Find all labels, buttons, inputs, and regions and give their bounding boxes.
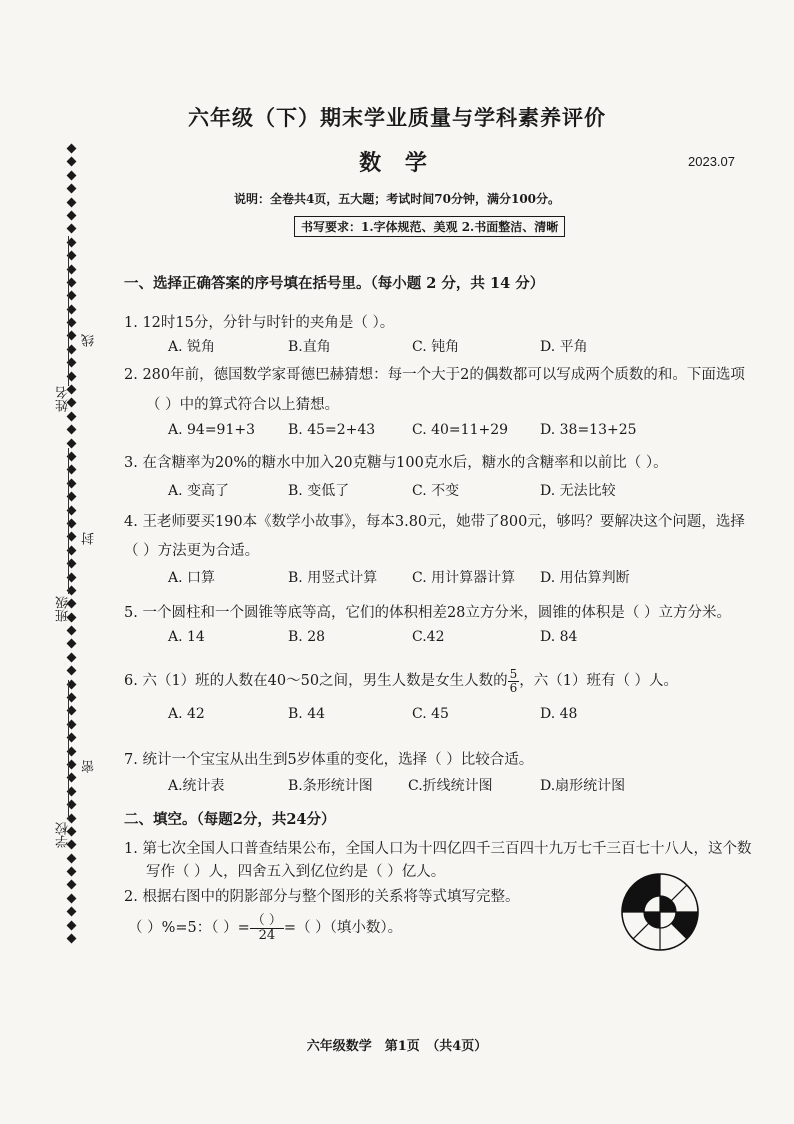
q7-opt-b: B.条形统计图: [288, 778, 373, 794]
q4-line2: （ ）方法更为合适。: [124, 543, 260, 559]
shaded-circle-figure: [620, 872, 700, 952]
q3-opt-c: C. 不变: [412, 483, 460, 499]
margin-diamond: [67, 934, 77, 944]
equation-right: =（ ）（填小数）。: [283, 920, 403, 937]
q4-opt-a: A. 口算: [168, 570, 216, 586]
s2-q2-equation: [128, 914, 402, 942]
margin-diamond: [67, 425, 77, 435]
q3-text: 3. 在含糖率为20%的糖水中加入20克糖与100克水后，糖水的含糖率和以前比（ ）。: [124, 455, 668, 471]
section1-heading: 一、选择正确答案的序号填在括号里。（每小题 2 分，共 14 分）: [124, 275, 545, 292]
q5-opt-c: C.42: [412, 629, 445, 645]
name-blank-line: [68, 236, 69, 386]
q1-opt-d: D. 平角: [540, 339, 588, 355]
q6-opt-a: A. 42: [168, 706, 205, 722]
fraction-denominator: 6: [509, 680, 518, 695]
q1-opt-c: C. 钝角: [412, 339, 460, 355]
subject-title: 数 学: [359, 150, 435, 176]
equation-fraction: [250, 914, 284, 942]
margin-diamond: [67, 880, 77, 890]
seal-mark: 封: [82, 532, 97, 545]
equation-fraction-numerator: （ ）: [251, 913, 282, 928]
q6-post: ，六（1）班有（ ）人。: [519, 673, 679, 690]
school-label: 学校: [56, 822, 71, 848]
q2-opt-c: C. 40=11+29: [412, 422, 509, 438]
margin-diamond: [67, 666, 77, 676]
exam-date: 2023.07: [688, 154, 735, 169]
q3-opt-b: B. 变低了: [288, 483, 350, 499]
margin-diamond: [67, 438, 77, 448]
q2-opt-a: A. 94=91+3: [168, 422, 256, 438]
q1-text: 1. 12时15分，分针与时针的夹角是（ ）。: [124, 315, 395, 331]
q5-opt-b: B. 28: [288, 629, 326, 645]
writing-requirement-box: 书写要求：1.字体规范、美观 2.书面整洁、清晰: [294, 216, 565, 237]
margin-diamond: [67, 224, 77, 234]
margin-diamond: [67, 211, 77, 221]
q6-text: [124, 668, 678, 694]
q5-opt-a: A. 14: [168, 629, 205, 645]
q5-opt-d: D. 84: [540, 629, 578, 645]
q2-opt-d: D. 38=13+25: [540, 422, 637, 438]
q2-line1: 2. 280年前，德国数学家哥德巴赫猜想：每一个大于2的偶数都可以写成两个质数的和。下面选项: [124, 367, 745, 383]
margin-diamond: [67, 652, 77, 662]
q4-opt-c: C. 用计算器计算: [412, 570, 516, 586]
equation-left: （ ）%=5：（ ）=: [128, 920, 250, 937]
s2-q1-line2: 写作（ ）人，四舍五入到亿位约是（ ）亿人。: [146, 864, 446, 880]
q3-opt-a: A. 变高了: [168, 483, 230, 499]
q2-opt-b: B. 45=2+43: [288, 422, 376, 438]
margin-diamond: [67, 920, 77, 930]
page-footer: 六年级数学 第1页 （共4页）: [306, 1039, 488, 1054]
equation-fraction-denominator: 24: [258, 927, 276, 943]
q5-text: 5. 一个圆柱和一个圆锥等底等高，它们的体积相差28立方分米，圆锥的体积是（ ）立方分米。: [124, 605, 731, 621]
margin-diamond: [67, 411, 77, 421]
q2-line2: （ ）中的算式符合以上猜想。: [146, 397, 340, 413]
school-blank-line: [68, 680, 69, 820]
s2-q2-text: 2. 根据右图中的阴影部分与整个图形的关系将等式填写完整。: [124, 889, 520, 905]
line-mark: 线: [82, 334, 97, 347]
section2-heading: 二、填空。（每题2分，共24分）: [124, 811, 336, 828]
q4-line1: 4. 王老师要买190本《数学小故事》，每本3.80元，她带了800元，够吗？要解决这个问题，选择: [124, 514, 745, 530]
q6-opt-b: B. 44: [288, 706, 326, 722]
margin-diamond: [67, 853, 77, 863]
q7-opt-d: D.扇形统计图: [540, 778, 626, 794]
s2-q1-line1: 1. 第七次全国人口普查结果公布，全国人口为十四亿四千三百四十九万七千三百七十八人，这个数: [124, 841, 752, 857]
q7-opt-c: C.折线统计图: [408, 778, 493, 794]
q6-opt-c: C. 45: [412, 706, 449, 722]
q7-text: 7. 统计一个宝宝从出生到5岁体重的变化，选择（ ）比较合适。: [124, 752, 534, 768]
q6-opt-d: D. 48: [540, 706, 578, 722]
q4-opt-b: B. 用竖式计算: [288, 570, 378, 586]
q7-opt-a: A.统计表: [168, 778, 225, 794]
secret-mark: 密: [82, 760, 97, 773]
margin-diamond: [67, 626, 77, 636]
margin-diamond: [67, 639, 77, 649]
q6-pre: 6. 六（1）班的人数在40～50之间，男生人数是女生人数的: [124, 673, 508, 690]
margin-diamond: [67, 907, 77, 917]
q4-opt-d: D. 用估算判断: [540, 570, 630, 586]
margin-diamond: [67, 893, 77, 903]
name-label: 姓名: [56, 386, 71, 412]
class-blank-line: [68, 448, 69, 594]
five-sixths-fraction: [508, 668, 520, 694]
margin-diamond: [67, 867, 77, 877]
fraction-numerator: 5: [509, 667, 518, 681]
q1-opt-b: B.直角: [288, 339, 331, 355]
q1-opt-a: A. 锐角: [168, 339, 216, 355]
exam-title: 六年级（下）期末学业质量与学科素养评价: [188, 105, 606, 130]
q3-opt-d: D. 无法比较: [540, 483, 616, 499]
exam-note: 说明：全卷共4页，五大题；考试时间70分钟，满分100分。: [233, 192, 561, 206]
class-label: 班级: [56, 596, 71, 622]
